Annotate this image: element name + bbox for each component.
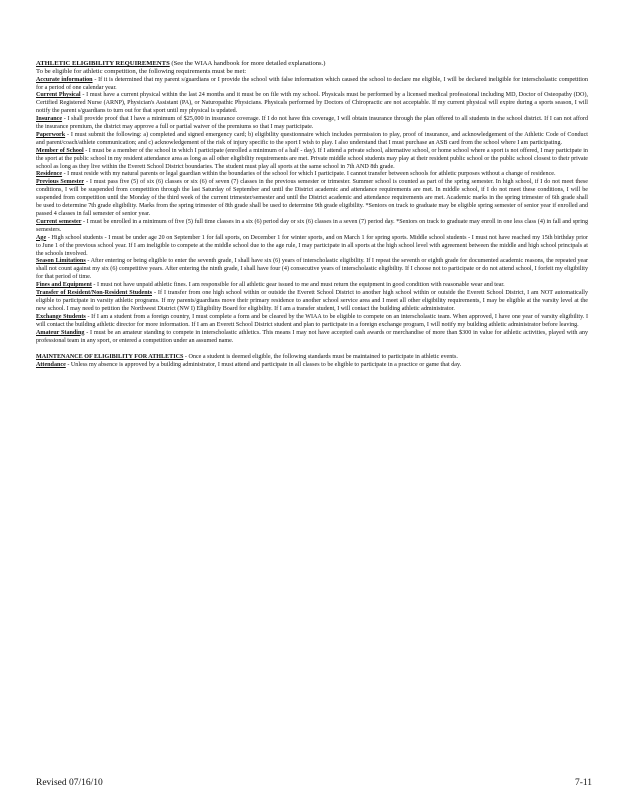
requirement-item <box>36 92 588 116</box>
requirement-text: - I must pass five (5) of six (6) classes or six (6) of seven (7) classes in the previous semester or trimester. Summer school is counted as part of the spring semester. In high school, if I do not meet these conditions, I will be suspended from competition through the last Saturday of September and until the District academic and attendance requirements are met. In middle school, if I do not meet these conditions, I will be suspended from competition until the Monday of the third week of the current trimester/semester and until the District academic and attendance requirements are met. Academic marks in the spring trimester of 6th grade shall be used to determine 7th grade eligibility. Marks from the spring trimester of 8th grade shall be used to determine 9th grade eligibility. *Seniors on track to graduate may be eligible spring semester of senior year if enrolled and passed 4 classes in fall semester of senior year. <box>36 179 588 217</box>
requirement-text: - If I am a student from a foreign country, I must complete a form and be cleared by the WIAA to be eligible to compete on an interscholastic team. When approved, I have one year of varsity eligibility. I will contact the building athletic director for more information. If I am an Everett School District student and plan to participate in a foreign exchange program, I will notify my building athletic administrator before leaving. <box>36 313 589 328</box>
requirement-text: - If it is determined that my parent s/guardians or I provide the school with false information which caused the school to declare me eligible, I will be declared ineligible for interscholastic competition for a period of one calendar year. <box>36 76 588 91</box>
requirement-label: Residence <box>36 171 63 178</box>
page-number: 7-11 <box>574 778 592 788</box>
requirement-item <box>36 179 588 219</box>
section-title: ATHLETIC ELIGIBILITY REQUIREMENTS <box>36 60 170 67</box>
requirement-text: - I must have a current physical within the last 24 months and it must be on file with my school. Physicals must be performed by a licensed medical professional including MD, Doctor of Osteopathy (DO), Certified Registered Nurse (ARNP), Physician's Assistant (PA), or Naturopathic Physicians. Physicals performed by Doctors of Chiropractic are not acceptable. If my current physical will expire during a sports season, I will notify the parent s/guardians to turn out for that sport until my physical is updated. <box>36 92 589 115</box>
requirement-text: - I must reside with my natural parents or legal guardian within the boundaries of the school for which I participate. I cannot transfer between schools for athletic purposes without a change of residence. <box>62 171 556 178</box>
requirement-label: Insurance <box>36 116 63 123</box>
requirement-item <box>36 314 588 330</box>
requirement-item <box>36 330 588 346</box>
maintenance-text: - Once a student is deemed eligible, the following standards must be maintained to participate in athletic events. <box>183 354 458 361</box>
maintenance-title: MAINTENANCE OF ELIGIBILITY FOR ATHLETICS <box>36 354 184 361</box>
requirement-label: Fines and Equipment <box>36 282 92 289</box>
requirement-text: - I must not have unpaid athletic fines. I am responsible for all athletic gear issued to me and must return the equipment in good condition with reasonable wear and tear. <box>91 282 505 289</box>
requirement-text: - After entering or being eligible to enter the seventh grade, I shall have six (6) years of interscholastic eligibility. If I repeat the seventh or eighth grade for documented academic reasons, the repeated year shall not count against my six (6) competitive years. After entering the ninth grade, I shall have four (4) consecutive years of interscholastic eligibility. If I choose not to participate or do not attend school, I forfeit my eligibility for that period of time. <box>36 258 588 281</box>
requirement-item <box>36 148 588 172</box>
requirements-list <box>36 77 588 346</box>
requirement-text: - If I transfer from one high school within or outside the Everett School District to another high school within or outside the Everett School District, I am NOT automatically eligible to participate in varsity athletic programs. If my parents/guardians move their primary residence to another school service area and I meet all other eligibility requirements, I may be eligible at the varsity level at the new school. I may need to petition the Northwest District (NW I) Eligibility Board for eligibility. If I am a transfer student, I will contact the building athletic administrator. <box>36 290 588 312</box>
requirement-item <box>36 282 588 290</box>
requirement-label: Previous Semester <box>36 179 85 186</box>
attendance-item <box>36 362 588 370</box>
requirement-item <box>36 235 588 259</box>
requirement-text: - High school students - I must be under age 20 on September 1 for fall sports, on December 1 for winter sports, and on March 1 for spring sports. Middle school students - I must not have reached my 15th birthday prior to June 1 of the previous school year. If I am ineligible to compete at the middle school due to the age rule, I may participate in all sports at the high school level with agreement between the middle and high school principals at the schools involved. <box>36 234 588 257</box>
requirement-label: Age <box>36 234 47 241</box>
attendance-label: Attendance <box>36 362 66 369</box>
requirement-item <box>36 77 588 93</box>
requirement-text: - I must be a member of the school in which I participate (enrolled a minimum of a half - day). If I attend a private school, alternative school, or home school where a sport is not offered, I may participate in the sport at the public school in my resident attendance area as long as all other eligibility requirements are met. Private middle school students may play at their resident public school or the public school closest to their private school as long as they live within the Everett School District boundaries. The student must play all sports at the same school in 7th AND 8th grade. <box>36 147 588 170</box>
requirement-label: Current Physical <box>36 92 81 99</box>
requirement-label: Accurate information <box>36 76 93 83</box>
requirement-label: Current semester <box>36 218 82 225</box>
maintenance-section <box>36 354 588 362</box>
intro-section <box>36 60 588 77</box>
section-note: (See the WIAA handbook for more detailed explanations.) <box>171 60 326 67</box>
revision-date: Revised 07/16/10 <box>36 778 103 788</box>
requirement-label: Amateur Standing <box>36 329 85 336</box>
requirement-text: - I must submit the following: a) completed and signed emergency card; b) eligibility questionnaire which includes permission to play, proof of insurance, and acknowledgement of the Athletic Code of Conduct and parent/coach/athlete communication; and c) acknowledgement of the risk of injury specific to the sport I wish to play. I also understand that I must purchase an ASB card from the school where I am participating. <box>36 131 588 146</box>
requirement-item <box>36 258 588 282</box>
requirement-item <box>36 132 588 148</box>
page-footer <box>36 778 592 788</box>
requirement-text: - I shall provide proof that I have a minimum of $25,000 in insurance coverage. If I do not have this coverage, I will obtain insurance through the plan offered to all students in the school district. If I can not afford the insurance premium, the district may approve a full or partial waiver of the premiums so that I may participate. <box>36 116 588 131</box>
requirement-label: Exchange Students <box>36 313 86 320</box>
requirement-text: - I must be an amateur standing to compete in interscholastic athletics. This means I may not have accepted cash awards or merchandise of more than $300 in value for athletic activities, played with any professional team in any sport, or entered a competition under an assumed name. <box>36 329 588 344</box>
requirement-label: Member of School <box>36 147 84 154</box>
requirement-item <box>36 290 588 314</box>
requirement-item <box>36 116 588 132</box>
requirement-text: - I must be enrolled in a minimum of five (5) full time classes in a six (6) period day or six (6) classes in a seven (7) period day. *Seniors on track to graduate may enroll in one less class (4) in fall and spring semesters. <box>36 218 588 233</box>
requirement-label: Season Limitations <box>36 258 86 265</box>
requirement-item <box>36 219 588 235</box>
requirement-label: Transfer of Resident/Non-Resident Students <box>36 290 152 297</box>
document-page <box>36 60 588 370</box>
requirement-label: Paperwork <box>36 131 66 138</box>
intro-lead: To be eligible for athletic competition, the following requirements must be met: <box>36 68 247 76</box>
attendance-text: - Unless my absence is approved by a building administrator, I must attend and participate in all classes to be eligible to participate in a practice or game that day. <box>65 362 462 369</box>
